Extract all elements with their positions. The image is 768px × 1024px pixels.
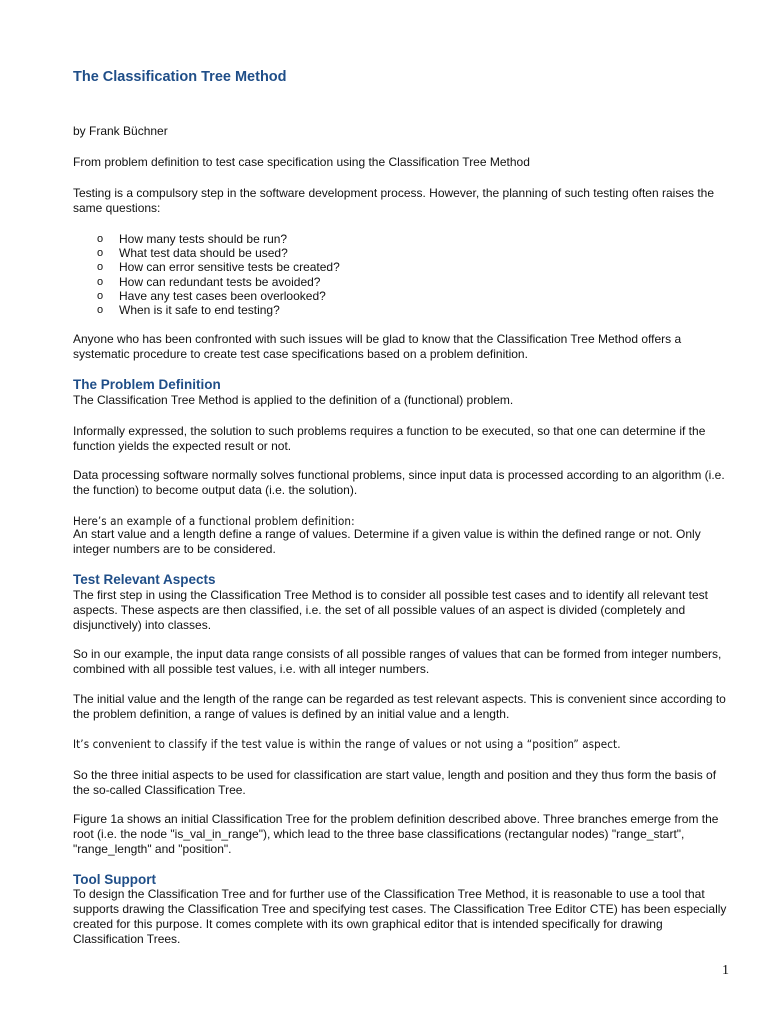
example-label: Here’s an example of a functional problem definition: (73, 514, 355, 528)
bullet-marker: o (97, 247, 104, 260)
list-item: o Have any test cases been overlooked? (97, 288, 326, 303)
heading-test-relevant-aspects: Test Relevant Aspects (73, 572, 216, 587)
aspects-p6: Figure 1a shows an initial Classification Tree for the problem definition described above. Three branches emerge from the root (i.e. the node "is_val_in_range"), which lead to the three base classifications (rectangular nodes) "range_start", "range_length" and "position". (73, 812, 719, 856)
problem-definition-p3: Data processing software normally solves functional problems, since input data is processed according to an algorithm (i.e. the function) to become output data (i.e. the solution). (73, 468, 725, 497)
aspects-p3: The initial value and the length of the range can be regarded as test relevant aspects. This is convenient since according to the problem definition, a range of values is defined by an initial value and a length. (73, 692, 726, 721)
bullet-marker: o (97, 304, 104, 317)
aspects-p5: So the three initial aspects to be used for classification are start value, length and position and they thus form the basis of the so-called Classification Tree. (73, 768, 717, 797)
bullet-marker: o (97, 275, 104, 288)
aspects-p4: It’s convenient to classify if the test value is within the range of values or not using a “position” aspect. (73, 737, 621, 751)
bullet-marker: o (97, 261, 104, 274)
subtitle: From problem definition to test case specification using the Classification Tree Method (73, 155, 530, 169)
heading-tool-support: Tool Support (73, 872, 156, 887)
list-item: o How can error sensitive tests be created? (97, 260, 340, 275)
aspects-p1: The first step in using the Classification Tree Method is to consider all possible test cases and to identify all relevant test aspects. These aspects are then classified, i.e. the set of all possible values of an aspect is divided (completely and disjunctively) into classes. (73, 588, 708, 632)
document-title: The Classification Tree Method (73, 69, 287, 85)
heading-problem-definition: The Problem Definition (73, 377, 221, 392)
bullet-marker: o (97, 233, 104, 245)
list-item: o When is it safe to end testing? (97, 303, 280, 318)
problem-definition-p1: The Classification Tree Method is applied to the definition of a (functional) problem. (73, 393, 514, 407)
list-item: o How many tests should be run? (97, 232, 288, 246)
intro-paragraph: Testing is a compulsory step in the software development process. However, the planning of such testing often raises the same questions: (73, 186, 715, 215)
questions-list (73, 232, 735, 317)
author-line: by Frank Büchner (73, 124, 168, 138)
intro-conclusion: Anyone who has been confronted with such issues will be glad to know that the Classification Tree Method offers a systematic procedure to create test case specifications based on a problem definition. (73, 332, 682, 361)
example-text: An start value and a length define a range of values. Determine if a given value is within the defined range or not. Only integer numbers are to be considered. (73, 527, 701, 556)
aspects-p2: So in our example, the input data range consists of all possible ranges of values that can be formed from integer numbers, combined with all possible test values, i.e. with all integer numbers. (73, 647, 722, 676)
list-item: o What test data should be used? (97, 246, 288, 261)
page-number: 1 (722, 963, 729, 978)
bullet-marker: o (97, 289, 104, 302)
problem-definition-p2: Informally expressed, the solution to such problems requires a function to be executed, so that one can determine if the function yields the expected result or not. (73, 424, 706, 453)
list-item: o How can redundant tests be avoided? (97, 274, 321, 289)
tool-support-p1: To design the Classification Tree and for further use of the Classification Tree Method, it is reasonable to use a tool that supports drawing the Classification Tree and specifying test cases. The Classification Tree Editor CTE) has been especially created for this purpose. It comes complete with its own graphical editor that is intended specifically for drawing Classification Trees. (73, 887, 727, 946)
